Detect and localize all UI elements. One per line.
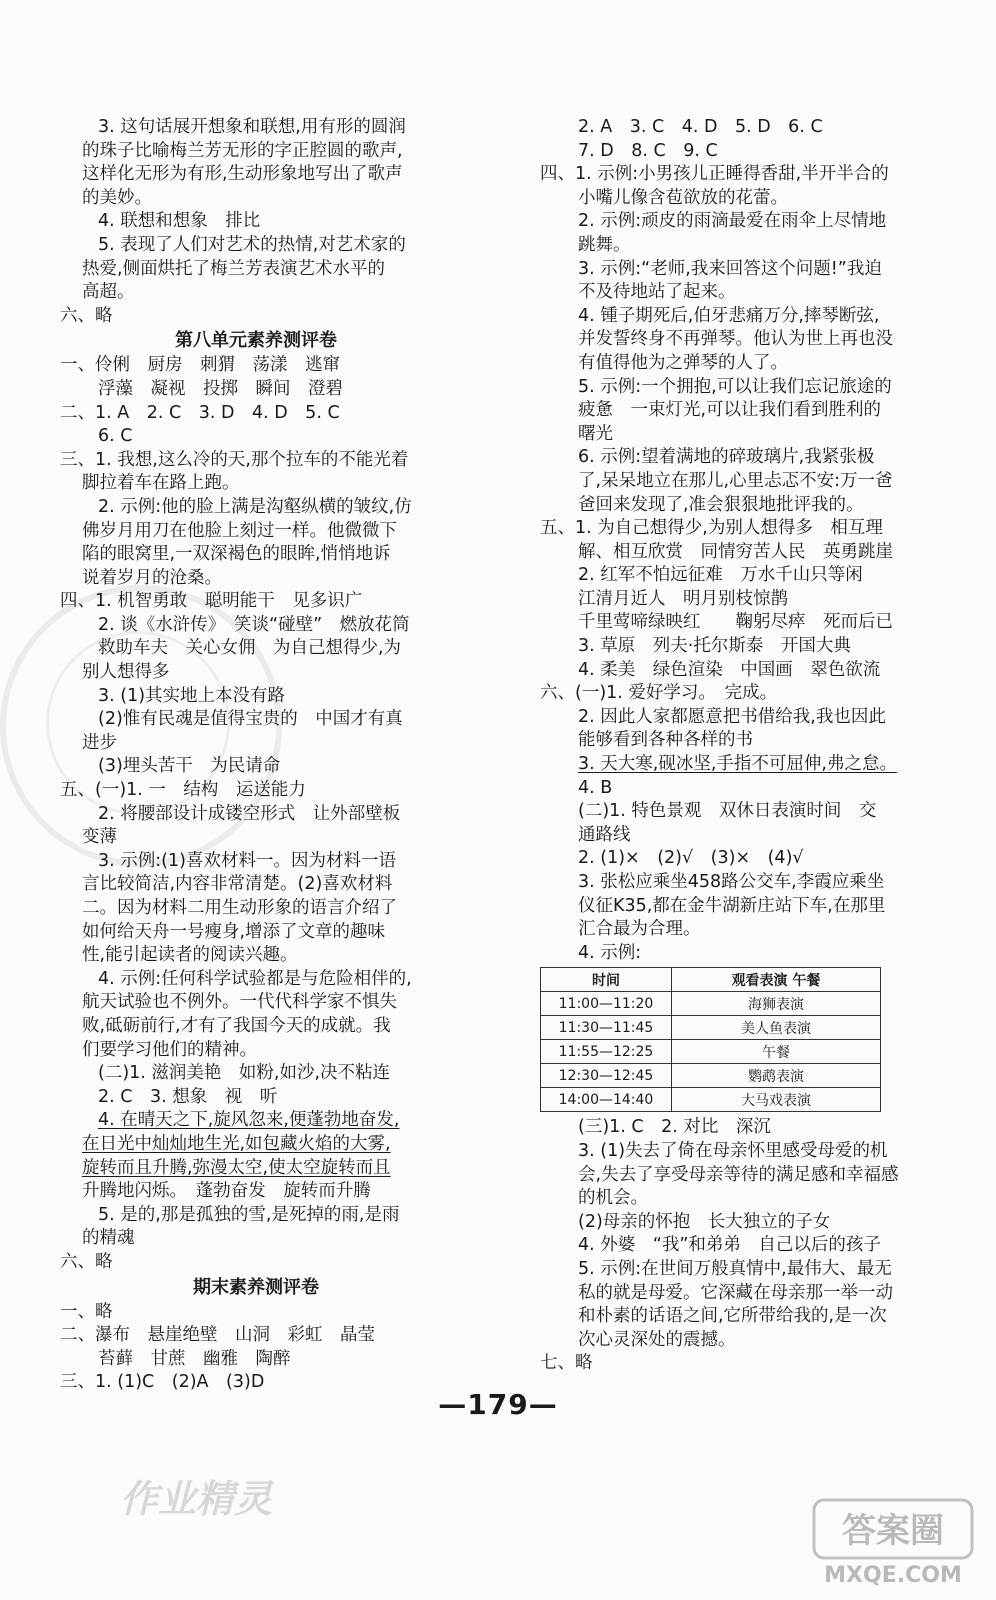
answer-text: 能够看到各种各样的书 bbox=[578, 730, 753, 751]
answer-text: (2)母亲的怀抱 长大独立的子女 bbox=[578, 1211, 831, 1232]
answer-text: 浮藻 凝视 投掷 瞬间 澄碧 bbox=[98, 378, 343, 399]
answer-text: 三、1. 我想,这么冷的天,那个拉车的不能光着 bbox=[60, 449, 409, 470]
answer-line bbox=[540, 1116, 950, 1140]
answer-text: 2. (1)× (2)√ (3)× (4)√ bbox=[578, 848, 804, 869]
answer-line bbox=[60, 614, 452, 638]
table-row bbox=[541, 1040, 881, 1064]
answer-line bbox=[540, 824, 950, 848]
answer-text: 了,呆呆地立在那儿,心里忐忑不安:万一爸 bbox=[578, 470, 893, 491]
answer-line bbox=[540, 517, 950, 541]
answer-text: 6. 示例:望着满地的碎玻璃片,我紧张极 bbox=[578, 447, 875, 468]
answer-line bbox=[540, 1164, 950, 1188]
answer-text: 3. 天大寒,砚冰坚,手指不可屈伸,弗之怠。 bbox=[578, 754, 897, 775]
answer-line bbox=[60, 378, 452, 402]
schedule-header-time: 时间 bbox=[541, 968, 672, 992]
answer-line bbox=[60, 281, 452, 305]
answer-line bbox=[60, 258, 452, 282]
answer-text: (二)1. 滋润美艳 如粉,如沙,决不粘连 bbox=[98, 1063, 391, 1084]
answer-text: 会,失去了享受母亲等待的满足感和幸福感 bbox=[578, 1164, 899, 1185]
answer-text: 4. 示例:任何科学试验都是与危险相伴的, bbox=[98, 968, 412, 989]
answer-text: 5. 是的,那是孤独的雪,是死掉的雨,是雨 bbox=[98, 1204, 400, 1225]
answer-line bbox=[540, 753, 950, 777]
answer-text: 救助车夫 关心女佣 为自己想得少,为 bbox=[98, 638, 402, 659]
answer-site-logo bbox=[812, 1496, 977, 1592]
answer-text: 三、1. (1)C (2)A (3)D bbox=[60, 1372, 265, 1393]
answer-line bbox=[60, 850, 452, 874]
answer-line bbox=[540, 1187, 950, 1211]
answer-text: 的珠子比喻梅兰芳无形的字正腔圆的歌声, bbox=[82, 140, 403, 161]
answer-text: 爸回来发现了,准会狠狠地批评我的。 bbox=[578, 494, 864, 515]
schedule-time-cell: 11:55—12:25 bbox=[541, 1040, 672, 1064]
answer-text: 2. 红军不怕远征难 万水千山只等闲 bbox=[578, 565, 863, 586]
answer-text: 变薄 bbox=[82, 827, 117, 848]
answer-text: 3. (1)失去了倚在母亲怀里感受母爱的机 bbox=[578, 1140, 888, 1161]
answer-text: 4. 柔美 绿色渲染 中国画 翠色欲流 bbox=[578, 659, 881, 680]
answer-text: 五、(一)1. 一 结构 运送能力 bbox=[60, 780, 306, 801]
answer-text: 2. 因此人家都愿意把书借给我,我也因此 bbox=[578, 706, 886, 727]
answer-line bbox=[60, 1227, 452, 1251]
answer-line bbox=[540, 659, 950, 683]
answer-line bbox=[60, 449, 452, 473]
answer-line bbox=[60, 991, 452, 1015]
answer-text: (2)惟有民魂是值得宝贵的 中国才有真 bbox=[98, 709, 403, 730]
section-heading: 期末素养测评卷 bbox=[193, 1276, 319, 1298]
answer-text: 有值得他为之弹琴的人了。 bbox=[578, 352, 788, 373]
schedule-time-cell: 11:00—11:20 bbox=[541, 992, 672, 1016]
answer-line bbox=[60, 1180, 452, 1204]
answer-line bbox=[540, 210, 950, 234]
table-row bbox=[541, 1064, 881, 1088]
answer-line bbox=[540, 305, 950, 329]
schedule-time-cell: 11:30—11:45 bbox=[541, 1016, 672, 1040]
answer-text: 四、1. 示例:小男孩儿正睡得香甜,半开半合的 bbox=[540, 164, 889, 185]
answer-text: 6. C bbox=[98, 426, 133, 447]
answer-text: 苔藓 甘蔗 幽雅 陶醉 bbox=[98, 1348, 291, 1369]
answer-text: 陷的眼窝里,一双深褐色的眼眸,悄悄地诉 bbox=[82, 544, 391, 565]
answer-line bbox=[60, 1133, 452, 1157]
answer-text: 3. 示例:(1)喜欢材料一。因为材料一语 bbox=[98, 850, 396, 871]
answer-line bbox=[60, 543, 452, 567]
answer-text: 4. 锺子期死后,伯牙悲痛万分,摔琴断弦, bbox=[578, 305, 880, 326]
answer-line bbox=[60, 425, 452, 449]
answer-text: 败,砥砺前行,才有了我国今天的成就。我 bbox=[82, 1015, 391, 1036]
answer-text: 小嘴儿像含苞欲放的花蕾。 bbox=[578, 187, 788, 208]
answer-line bbox=[60, 567, 452, 591]
table-row bbox=[541, 1016, 881, 1040]
answer-line bbox=[540, 541, 950, 565]
schedule-time-cell: 12:30—12:45 bbox=[541, 1064, 672, 1088]
answer-line bbox=[60, 873, 452, 897]
answer-line bbox=[60, 732, 452, 756]
answer-line bbox=[60, 496, 452, 520]
answer-line bbox=[540, 800, 950, 824]
answer-line bbox=[540, 1305, 950, 1329]
answer-line bbox=[540, 942, 950, 966]
answer-text: 的美妙。 bbox=[82, 187, 152, 208]
right-column-bottom-answers bbox=[540, 1116, 950, 1376]
answer-text: 2. 谈《水浒传》 笑谈“碰壁” 燃放花筒 bbox=[98, 614, 410, 635]
answer-line bbox=[540, 281, 950, 305]
answer-text: 3. 草原 列夫·托尔斯泰 开国大典 bbox=[578, 636, 851, 657]
answer-text: 2. 将腰部设计成镂空形式 让外部壁板 bbox=[98, 803, 401, 824]
answer-text: 高超。 bbox=[82, 282, 135, 303]
answer-line bbox=[60, 637, 452, 661]
answer-line bbox=[60, 1301, 452, 1325]
answer-line bbox=[540, 729, 950, 753]
answer-text: 一、伶俐 厨房 刺猬 荡漾 逃窜 bbox=[60, 355, 340, 376]
answer-text: 4. B bbox=[578, 777, 613, 798]
watermark-text: 作业精灵 bbox=[120, 1477, 273, 1521]
answer-line bbox=[60, 140, 452, 164]
answer-text: 千里莺啼绿映红 鞠躬尽瘁 死而后已 bbox=[578, 612, 893, 633]
answer-text: 佛岁月用刀在他脸上刻过一样。他微微下 bbox=[82, 520, 397, 541]
table-row bbox=[541, 992, 881, 1016]
schedule-header-activity: 观看表演 午餐 bbox=[672, 968, 881, 992]
schedule-activity-cell: 午餐 bbox=[672, 1040, 881, 1064]
answer-line bbox=[60, 685, 452, 709]
answer-line bbox=[60, 944, 452, 968]
answer-text: 汇合最为合理。 bbox=[578, 919, 701, 940]
schedule-activity-cell: 鹦鹉表演 bbox=[672, 1064, 881, 1088]
answer-text: 5. 表现了人们对艺术的热情,对艺术家的 bbox=[98, 234, 406, 255]
answer-line bbox=[540, 871, 950, 895]
answer-text: 疲惫 一束灯光,可以让我们看到胜利的 bbox=[578, 400, 882, 421]
answer-line bbox=[540, 1352, 950, 1376]
answer-text: 们要学习他们的精神。 bbox=[82, 1039, 257, 1060]
answer-line bbox=[540, 328, 950, 352]
answer-text: (三)1. C 2. 对比 深沉 bbox=[578, 1117, 771, 1138]
answer-line bbox=[60, 1039, 452, 1063]
answer-line bbox=[540, 1140, 950, 1164]
page-number: —179— bbox=[438, 1388, 558, 1421]
answer-text: 次心灵深处的震撼。 bbox=[578, 1329, 736, 1350]
answer-line bbox=[540, 847, 950, 871]
answer-line bbox=[540, 234, 950, 258]
answer-line bbox=[60, 1251, 452, 1275]
answer-text: 的精魂 bbox=[82, 1228, 135, 1249]
answer-text: 在日光中灿灿地生光,如包藏火焰的大雾, bbox=[82, 1133, 391, 1154]
right-answer-column bbox=[540, 116, 950, 1376]
answer-line bbox=[60, 234, 452, 258]
answer-text: 跳舞。 bbox=[578, 234, 631, 255]
answer-text: 5. 示例:一个拥抱,可以让我们忘记旅途的 bbox=[578, 376, 892, 397]
answer-line bbox=[540, 588, 950, 612]
answer-line bbox=[60, 1109, 452, 1133]
answer-text: 脚拉着车在路上跑。 bbox=[82, 473, 240, 494]
answer-text: 航天试验也不例外。一代代科学家不惧失 bbox=[82, 992, 397, 1013]
answer-line bbox=[540, 1211, 950, 1235]
answer-text: 4. 示例: bbox=[578, 942, 642, 963]
answer-text: 解、相互欣赏 同情穷苦人民 英勇跳崖 bbox=[578, 541, 893, 562]
answer-line bbox=[540, 163, 950, 187]
answer-line bbox=[60, 1015, 452, 1039]
answer-line bbox=[540, 682, 950, 706]
schedule-activity-cell: 海狮表演 bbox=[672, 992, 881, 1016]
answer-text: 旋转而且升腾,弥漫太空,使太空旋转而且 bbox=[82, 1157, 391, 1178]
answer-line bbox=[60, 305, 452, 329]
answer-text: 2. 示例:顽皮的雨滴最爱在雨伞上尽情地 bbox=[578, 211, 887, 232]
answer-text: 江清月近人 明月别枝惊鹊 bbox=[578, 588, 788, 609]
answer-line bbox=[60, 661, 452, 685]
answer-text: (二)1. 特色景观 双休日表演时间 交 bbox=[578, 801, 877, 822]
answer-text: 2. 示例:他的脸上满是沟壑纵横的皱纹,仿 bbox=[98, 496, 412, 517]
answer-line bbox=[540, 494, 950, 518]
answer-line bbox=[60, 755, 452, 779]
answer-line bbox=[540, 140, 950, 164]
answer-line bbox=[60, 116, 452, 140]
answer-line bbox=[540, 564, 950, 588]
section-heading: 第八单元素养测评卷 bbox=[175, 330, 337, 352]
schedule-activity-cell: 美人鱼表演 bbox=[672, 1016, 881, 1040]
answer-line bbox=[540, 706, 950, 730]
answer-text: 热爱,侧面烘托了梅兰芳表演艺术水平的 bbox=[82, 258, 386, 279]
answer-line bbox=[60, 921, 452, 945]
answer-text: 3. 这句话展开想象和联想,用有形的圆润 bbox=[98, 117, 406, 137]
answer-line bbox=[540, 1234, 950, 1258]
schedule-activity-cell: 大马戏表演 bbox=[672, 1088, 881, 1112]
answer-text: 六、(一)1. 爱好学习。 完成。 bbox=[540, 683, 778, 704]
answer-line bbox=[540, 1282, 950, 1306]
logo-text: 答案圈 bbox=[842, 1511, 944, 1551]
answer-text: 和朴素的话语之间,它所带给我的,是一次 bbox=[578, 1306, 887, 1327]
schedule-table bbox=[540, 967, 881, 1112]
answer-text: 如何给天舟一号瘦身,增添了文章的趣味 bbox=[82, 921, 386, 942]
answer-text: 仪征K35,都在金牛湖新庄站下车,在那里 bbox=[578, 895, 886, 916]
answer-line bbox=[60, 1086, 452, 1110]
answer-line bbox=[60, 354, 452, 378]
answer-line bbox=[540, 423, 950, 447]
answer-text: 的机会。 bbox=[578, 1188, 648, 1209]
answer-line bbox=[60, 1157, 452, 1181]
answer-line bbox=[60, 520, 452, 544]
answer-line bbox=[540, 1258, 950, 1282]
answer-text: 说着岁月的沧桑。 bbox=[82, 567, 222, 588]
answer-line bbox=[540, 399, 950, 423]
answer-text: 7. D 8. C 9. C bbox=[578, 140, 718, 161]
answer-text: 一、略 bbox=[60, 1301, 113, 1322]
answer-line bbox=[60, 590, 452, 614]
schedule-header-row bbox=[541, 968, 881, 992]
answer-text: 4. 外婆 “我”和弟弟 自己以后的孩子 bbox=[578, 1235, 881, 1256]
answer-line bbox=[540, 918, 950, 942]
answer-line bbox=[60, 897, 452, 921]
answer-line bbox=[540, 635, 950, 659]
answer-line bbox=[540, 611, 950, 635]
answer-line bbox=[60, 826, 452, 850]
answer-line bbox=[60, 163, 452, 187]
answer-line bbox=[540, 376, 950, 400]
answer-line bbox=[60, 779, 452, 803]
answer-line bbox=[60, 210, 452, 234]
answer-text: 升腾地闪烁。 蓬勃奋发 旋转而升腾 bbox=[82, 1181, 371, 1202]
answer-text: 曙光 bbox=[578, 423, 613, 444]
answer-line bbox=[540, 258, 950, 282]
answer-text: 六、略 bbox=[60, 1251, 113, 1272]
table-row bbox=[541, 1088, 881, 1112]
answer-line bbox=[60, 1324, 452, 1348]
answer-line bbox=[60, 187, 452, 211]
answer-text: 5. 示例:在世间万般真情中,最伟大、最无 bbox=[578, 1258, 892, 1279]
answer-text: 3. 张松应乘坐458路公交车,李霞应乘坐 bbox=[578, 872, 885, 892]
answer-text: 进步 bbox=[82, 732, 117, 753]
answer-text: 4. 联想和想象 排比 bbox=[98, 211, 261, 232]
answer-text: 通路线 bbox=[578, 824, 631, 845]
answer-text: 二、1. A 2. C 3. D 4. D 5. C bbox=[60, 402, 340, 423]
answer-line bbox=[60, 708, 452, 732]
answer-text: 2. C 3. 想象 视 听 bbox=[98, 1086, 278, 1107]
answer-text: 五、1. 为自己想得少,为别人想得多 相互理 bbox=[540, 518, 883, 539]
answer-line bbox=[540, 116, 950, 140]
answer-text: 六、略 bbox=[60, 305, 113, 326]
answer-text: 言比较简洁,内容非常清楚。(2)喜欢材料 bbox=[82, 874, 393, 895]
right-column-top-answers bbox=[540, 116, 950, 965]
answer-line bbox=[540, 470, 950, 494]
answer-line bbox=[60, 1062, 452, 1086]
answer-line bbox=[540, 1329, 950, 1353]
answer-line bbox=[60, 1348, 452, 1372]
answer-line bbox=[540, 895, 950, 919]
answer-line bbox=[60, 803, 452, 827]
answer-line bbox=[540, 777, 950, 801]
answer-line bbox=[60, 402, 452, 426]
answer-line bbox=[540, 187, 950, 211]
answer-text: (3)埋头苦干 为民请命 bbox=[98, 756, 281, 777]
answer-line bbox=[60, 472, 452, 496]
logo-url: MXQE.COM bbox=[824, 1563, 962, 1588]
answer-line bbox=[60, 968, 452, 992]
answer-text: 不及待地站了起来。 bbox=[578, 282, 736, 303]
answer-text: 二、瀑布 悬崖绝壁 山洞 彩虹 晶莹 bbox=[60, 1325, 375, 1346]
answer-text: 二。因为材料二用生动形象的语言介绍了 bbox=[82, 898, 397, 918]
answer-text: 3. 示例:“老师,我来回答这个问题!”我迫 bbox=[578, 258, 882, 279]
answer-line bbox=[540, 446, 950, 470]
answer-text: 4. 在晴天之下,旋风忽来,便蓬勃地奋发, bbox=[98, 1110, 400, 1131]
answer-text: 私的就是母爱。它深藏在母亲那一举一动 bbox=[578, 1282, 893, 1303]
left-answer-column bbox=[60, 116, 452, 1395]
answer-text: 并发誓终身不再弹琴。他认为世上再也没 bbox=[578, 329, 893, 350]
answer-text: 2. A 3. C 4. D 5. D 6. C bbox=[578, 117, 823, 137]
answer-line bbox=[540, 352, 950, 376]
answer-line bbox=[60, 1204, 452, 1228]
answer-text: 性,能引起读者的阅读兴趣。 bbox=[82, 945, 298, 966]
answer-text: 七、略 bbox=[540, 1353, 593, 1374]
answer-text: 四、1. 机智勇敢 聪明能干 见多识广 bbox=[60, 591, 363, 612]
answer-text: 3. (1)其实地上本没有路 bbox=[98, 685, 286, 706]
answer-text: 别人想得多 bbox=[82, 662, 170, 683]
answer-text: 这样化无形为有形,生动形象地写出了歌声 bbox=[82, 164, 403, 185]
schedule-time-cell: 14:00—14:40 bbox=[541, 1088, 672, 1112]
